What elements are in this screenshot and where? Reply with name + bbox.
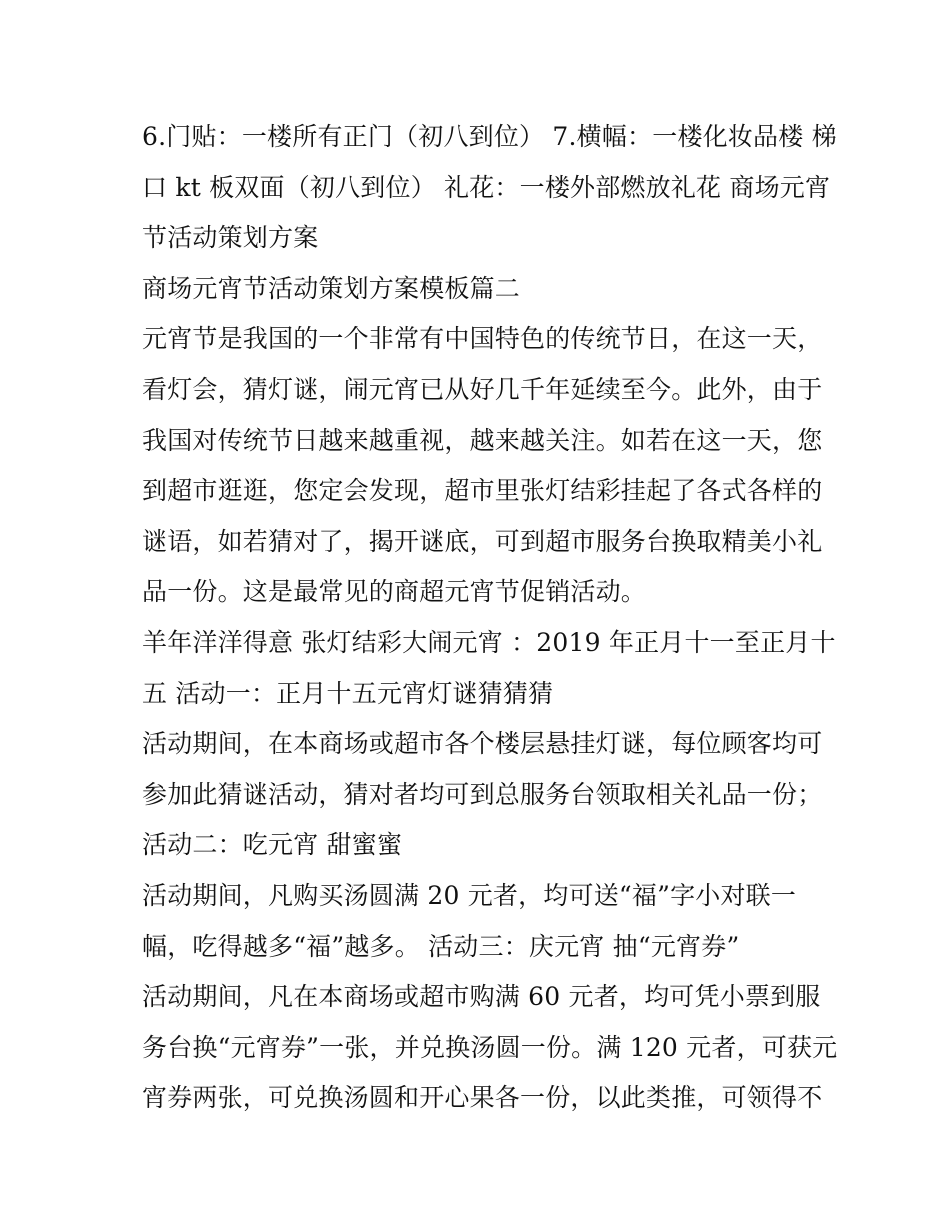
section-heading: 商场元宵节活动策划方案模板篇二 [142,273,521,303]
text-line: 我国对传统节日越来越重视，越来越关注。如若在这一天，您 [142,425,823,455]
text-line: 到超市逛逛，您定会发现，超市里张灯结彩挂起了各式各样的 [142,476,823,506]
text-line: 幅，吃得越多“福”越多。 活动三：庆元宵 抽“元宵券” [142,931,740,961]
text-line: 品一份。这是最常见的商超元宵节促销活动。 [142,577,647,607]
text-line: 参加此猜谜活动，猜对者均可到总服务台领取相关礼品一份； [142,779,823,809]
text-line: 6.门贴：一楼所有正门（初八到位） 7.横幅：一楼化妆品楼 梯 [142,122,837,151]
text-line: 口 kt 板双面（初八到位） 礼花：一楼外部燃放礼花 商场元宵 [142,172,831,202]
text-line: 五 活动一：正月十五元宵灯谜猜猜猜 [142,678,554,708]
text-line: 羊年洋洋得意 张灯结彩大闹元宵 ：2019 年正月十一至正月十 [142,627,836,657]
text-line: 活动二：吃元宵 甜蜜蜜 [142,830,403,860]
text-line: 务台换“元宵券”一张，并兑换汤圆一份。满 120 元者，可获元 [142,1032,838,1062]
text-line: 活动期间，凡在本商场或超市购满 60 元者，均可凭小票到服 [142,982,821,1012]
text-line: 看灯会，猜灯谜，闹元宵已从好几千年延续至今。此外，由于 [142,374,823,404]
document-body [142,112,838,1124]
text-line: 活动期间，凡购买汤圆满 20 元者，均可送“福”字小对联一 [142,880,797,910]
text-line: 节活动策划方案 [142,223,319,253]
text-line: 谜语，如若猜对了，揭开谜底，可到超市服务台换取精美小礼 [142,526,823,556]
text-line: 活动期间，在本商场或超市各个楼层悬挂灯谜，每位顾客均可 [142,729,823,759]
text-line: 元宵节是我国的一个非常有中国特色的传统节日，在这一天， [142,324,823,354]
text-line: 宵券两张，可兑换汤圆和开心果各一份，以此类推，可领得不 [142,1083,823,1113]
